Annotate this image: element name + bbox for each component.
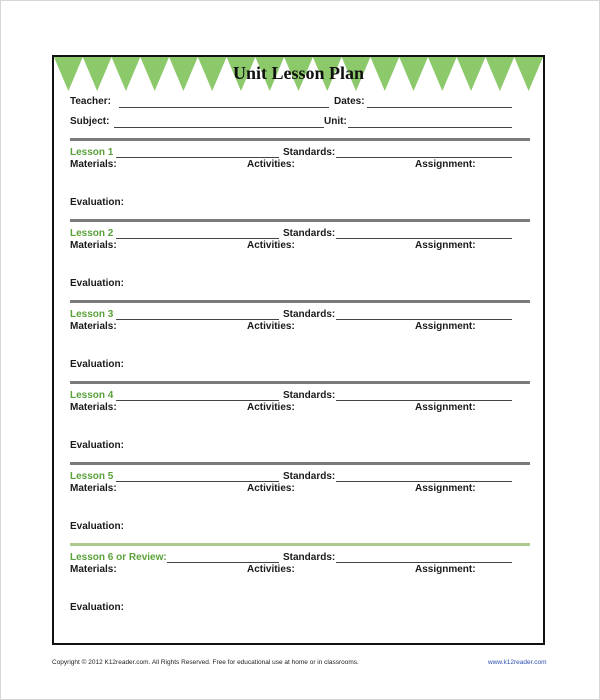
standards-field[interactable] — [336, 481, 512, 482]
lesson-name: Lesson 5 — [70, 471, 114, 482]
lesson-divider — [70, 462, 530, 465]
standards-label: Standards: — [283, 228, 336, 239]
dates-field[interactable] — [367, 107, 512, 108]
evaluation-label: Evaluation: — [70, 602, 124, 613]
lesson-title-field[interactable] — [116, 400, 279, 401]
standards-label: Standards: — [283, 552, 336, 563]
subject-label: Subject: — [70, 116, 110, 127]
materials-label: Materials: — [70, 321, 117, 332]
subject-field[interactable] — [114, 127, 324, 128]
activities-label: Activities: — [247, 159, 295, 170]
lesson-name: Lesson 6 or Review: — [70, 552, 167, 563]
lesson-divider — [70, 138, 530, 141]
dates-label: Dates: — [334, 96, 365, 107]
page-title: Unit Lesson Plan — [232, 63, 365, 83]
materials-label: Materials: — [70, 402, 117, 413]
footer-copyright: Copyright © 2012 K12reader.com. All Rights Reserved. Free for educational use at home or in classrooms. — [52, 659, 359, 666]
assignment-label: Assignment: — [415, 564, 476, 575]
standards-field[interactable] — [336, 319, 512, 320]
activities-label: Activities: — [247, 564, 295, 575]
assignment-label: Assignment: — [415, 321, 476, 332]
standards-label: Standards: — [283, 147, 336, 158]
evaluation-label: Evaluation: — [70, 521, 124, 532]
standards-label: Standards: — [283, 309, 336, 320]
standards-field[interactable] — [336, 157, 512, 158]
lesson-divider — [70, 219, 530, 222]
lesson-divider — [70, 543, 530, 546]
assignment-label: Assignment: — [415, 402, 476, 413]
lesson-title-field[interactable] — [116, 157, 279, 158]
evaluation-label: Evaluation: — [70, 197, 124, 208]
lesson-name: Lesson 4 — [70, 390, 114, 401]
lesson-title-field[interactable] — [116, 481, 279, 482]
standards-field[interactable] — [336, 562, 512, 563]
evaluation-label: Evaluation: — [70, 278, 124, 289]
evaluation-label: Evaluation: — [70, 359, 124, 370]
materials-label: Materials: — [70, 240, 117, 251]
unit-label: Unit: — [324, 116, 347, 127]
activities-label: Activities: — [247, 240, 295, 251]
teacher-field[interactable] — [119, 107, 329, 108]
assignment-label: Assignment: — [415, 240, 476, 251]
lesson-name: Lesson 3 — [70, 309, 114, 320]
standards-field[interactable] — [336, 238, 512, 239]
materials-label: Materials: — [70, 564, 117, 575]
activities-label: Activities: — [247, 483, 295, 494]
activities-label: Activities: — [247, 321, 295, 332]
lesson-name: Lesson 1 — [70, 147, 114, 158]
materials-label: Materials: — [70, 483, 117, 494]
lesson-divider — [70, 381, 530, 384]
lesson-plan-sheet — [52, 55, 545, 645]
materials-label: Materials: — [70, 159, 117, 170]
lesson-title-field[interactable] — [116, 319, 279, 320]
standards-label: Standards: — [283, 471, 336, 482]
unit-field[interactable] — [348, 127, 512, 128]
standards-label: Standards: — [283, 390, 336, 401]
lesson-title-field[interactable] — [167, 562, 279, 563]
lesson-title-field[interactable] — [116, 238, 279, 239]
assignment-label: Assignment: — [415, 483, 476, 494]
footer-site-link[interactable]: www.k12reader.com — [488, 659, 547, 666]
standards-field[interactable] — [336, 400, 512, 401]
assignment-label: Assignment: — [415, 159, 476, 170]
evaluation-label: Evaluation: — [70, 440, 124, 451]
teacher-label: Teacher: — [70, 96, 111, 107]
lesson-name: Lesson 2 — [70, 228, 114, 239]
activities-label: Activities: — [247, 402, 295, 413]
lesson-divider — [70, 300, 530, 303]
